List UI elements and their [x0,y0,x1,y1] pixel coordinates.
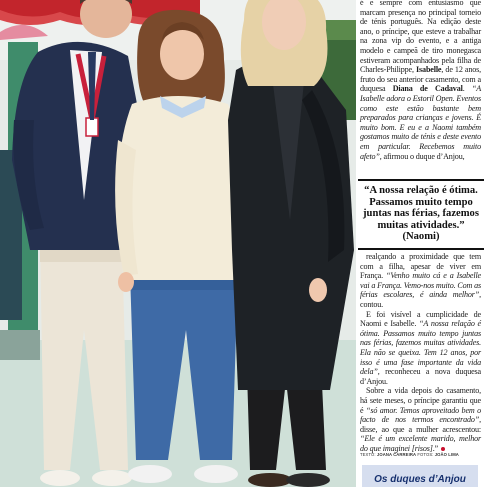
paragraph-3-text: E foi visível a cumplicidade de Naomi e Isabelle. “A nossa relação é ótima. Passamos muito tempo juntas nas férias, fazemos muitas atividades. Ela não se queixa. Tem 12 anos, por isso é uma fase importante da vida dela”, reconheceu a nova duquesa d’Anjou. [360,309,481,386]
end-mark-icon [441,447,445,451]
article-credits [360,452,484,457]
pull-quote-box [358,179,484,250]
paragraph-4-text [360,386,481,453]
credit-photo-label: FOTOS: [417,452,434,457]
paragraph-2-text: realçando a proximidade que tem com a filha, apesar de viver em França. “Venho muito cá e a Isabelle vai a França. Vemo-nos muito. Com as férias escolares, é ainda melhor”, contou. [360,252,481,309]
credit-photo-name: JOÃO LIMA [434,452,459,457]
next-article-teaser [362,465,478,487]
paragraph-1-text: é e sempre com entusiasmo que marcam presença no principal torneio de ténis português. Na edição deste ano, o príncipe, que esteve a trabalhar na zona vip do evento, e a antiga modelo e campeã de tiro monegasca estiveram acompanhados pela filha de Charles-Philippe, Isabelle, de 12 anos, fruto do seu anterior casamento, com a duquesa Diana de Cadaval. “A Isabelle adora o Estoril Open. Eventos como este estão bastante bem preparados para crianças e jovens. É muito bom. E eu e a Naomi também gostamos muito de ténis e deste evento em particular. Recebemos muito afeto”, afirmou o duque d’Anjou, [360,0,482,161]
paragraph-4-body: Sobre a vida depois do casamento, há sete meses, o príncipe garantiu que é “só amor. Temos aproveitado bem o facto de nos termos encontrado”, disse, ao que a mulher acrescentou: “Ele é um excelente marido, melhor do que imaginei [risos].” [360,386,481,453]
credit-text-name: JOANA CARREIRA [376,452,417,457]
article-text-column [358,0,484,487]
teaser-title: Os duques d’Anjou [374,474,466,485]
pull-quote-text: “A nossa relação é ótima. Passamos muito tempo juntas nas férias, fazemos muitas atividades.” (Naomi) [363,185,479,243]
article-paragraphs-lower [360,252,481,453]
article-paragraph-1 [360,0,481,161]
credit-text-label: TEXTO: [360,452,376,457]
